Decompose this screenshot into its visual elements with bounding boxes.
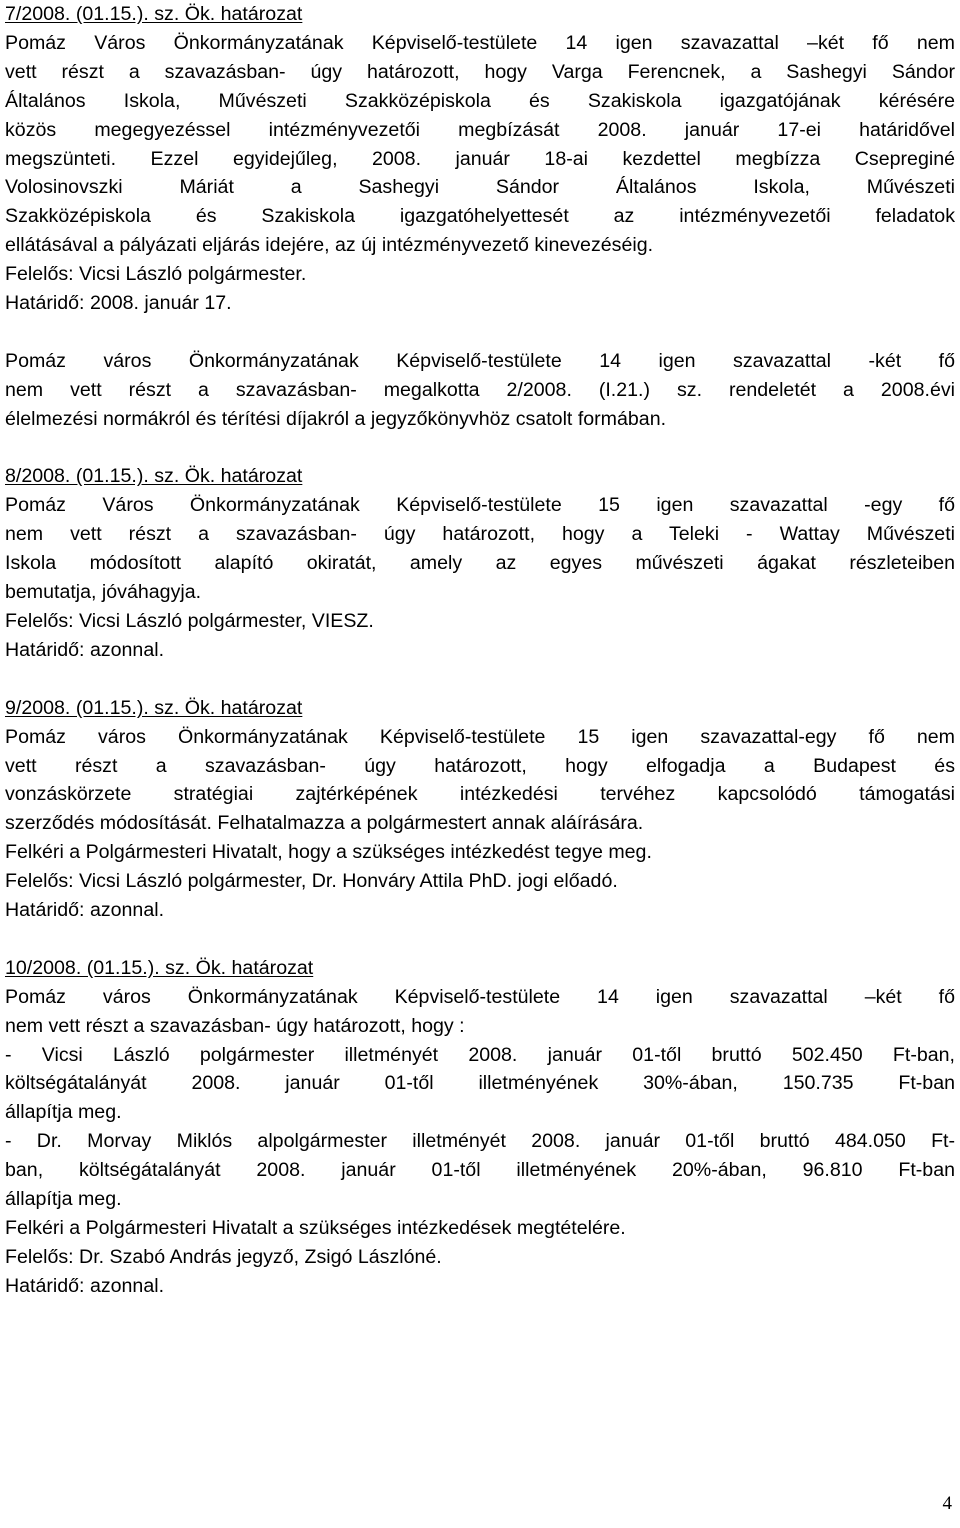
responsible-line: Felelős: Vicsi László polgármester, VIESZ. (5, 610, 374, 632)
paragraph-line: Szakközépiskola és Szakiskola igazgatóhelyettesét az intézményvezetői feladatok (5, 205, 955, 228)
paragraph-line: ban, költségátalányát 2008. január 01-től illetményének 20%-ában, 96.810 Ft-ban (5, 1159, 955, 1182)
paragraph-line: Pomáz Város Önkormányzatának Képviselő-testülete 14 igen szavazattal –két fő nem (5, 31, 955, 54)
paragraph-line: Iskola módosított alapító okiratát, amely az egyes művészeti ágakat részleteiben (5, 552, 955, 575)
resolution-heading: 9/2008. (01.15.). sz. Ök. határozat (5, 696, 303, 719)
resolution-7 (5, 0, 955, 318)
paragraph-line: megszünteti. Ezzel egyidejűleg, 2008. január 18-ai kezdettel megbízza Csepreginé (5, 147, 955, 170)
paragraph-line: költségátalányát 2008. január 01-től illetményének 30%-ában, 150.735 Ft-ban (5, 1072, 955, 1095)
ordinance-paragraph (5, 347, 955, 434)
paragraph-line: bemutatja, jóváhagyja. (5, 581, 202, 604)
paragraph-line: állapítja meg. (5, 1101, 122, 1124)
resolution-heading: 10/2008. (01.15.). sz. Ök. határozat (5, 956, 314, 979)
paragraph-line: élelmezési normákról és térítési díjakról a jegyzőkönyvhöz csatolt formában. (5, 407, 667, 430)
paragraph-line: szerződés módosítását. Felhatalmazza a polgármestert annak aláírására. (5, 812, 644, 835)
responsible-line: Felelős: Dr. Szabó András jegyző, Zsigó Lászlóné. (5, 1245, 442, 1268)
deadline-line: Határidő: azonnal. (5, 1274, 165, 1297)
resolution-heading: 7/2008. (01.15.). sz. Ök. határozat (5, 3, 303, 25)
page-number: 4 (942, 1493, 952, 1514)
paragraph-line: vett részt a szavazásban- úgy határozott, hogy elfogadja a Budapest és (5, 754, 955, 777)
paragraph-line: Felkéri a Polgármesteri Hivatalt a szükséges intézkedések megtételére. (5, 1217, 626, 1239)
paragraph-line: Pomáz város Önkormányzatának Képviselő-testülete 15 igen szavazattal-egy fő nem (5, 725, 955, 748)
paragraph-line: nem vett részt a szavazásban- úgy határozott, hogy : (5, 1014, 465, 1037)
paragraph-line: ellátásával a pályázati eljárás idejére, az új intézményvezető kinevezéséig. (5, 234, 654, 257)
paragraph-line: - Vicsi László polgármester illetményét 2008. január 01-től bruttó 502.450 Ft-ban, (5, 1043, 955, 1066)
responsible-line: Felelős: Vicsi László polgármester, Dr. Honváry Attila PhD. jogi előadó. (5, 870, 618, 893)
paragraph-line: állapítja meg. (5, 1188, 122, 1211)
paragraph-line: Pomáz város Önkormányzatának Képviselő-testülete 14 igen szavazattal –két fő (5, 985, 955, 1008)
paragraph-line: nem vett részt a szavazásban- úgy határozott, hogy a Teleki - Wattay Művészeti (5, 523, 955, 546)
paragraph-line: közös megegyezéssel intézményvezetői megbízását 2008. január 17-ei határidővel (5, 118, 955, 141)
spacer (5, 925, 955, 954)
paragraph-line: Pomáz Város Önkormányzatának Képviselő-testülete 15 igen szavazattal -egy fő (5, 494, 955, 517)
responsible-line: Felelős: Vicsi László polgármester. (5, 263, 307, 286)
paragraph-line: Általános Iskola, Művészeti Szakközépiskola és Szakiskola igazgatójának kérésére (5, 89, 955, 112)
deadline-line: Határidő: azonnal. (5, 638, 165, 661)
deadline-line: Határidő: azonnal. (5, 899, 165, 922)
spacer (5, 665, 955, 694)
resolution-heading: 8/2008. (01.15.). sz. Ök. határozat (5, 465, 303, 488)
request-line: Felkéri a Polgármesteri Hivatalt, hogy a szükséges intézkedést tegye meg. (5, 841, 652, 864)
paragraph-line: Volosinovszki Máriát a Sashegyi Sándor Általános Iskola, Művészeti (5, 176, 955, 199)
resolution-10 (5, 954, 955, 1301)
resolution-9 (5, 694, 955, 925)
paragraph-line: vonzáskörzete stratégiai zajtérképének intézkedési tervéhez kapcsolódó támogatási (5, 783, 955, 806)
paragraph-line: vett részt a szavazásban- úgy határozott, hogy Varga Ferencnek, a Sashegyi Sándor (5, 60, 955, 83)
deadline-line: Határidő: 2008. január 17. (5, 292, 232, 315)
spacer (5, 318, 955, 347)
document-page (5, 0, 955, 1301)
paragraph-line: - Dr. Morvay Miklós alpolgármester illetményét 2008. január 01-től bruttó 484.050 Ft- (5, 1130, 955, 1153)
resolution-8 (5, 462, 955, 664)
paragraph-line: Pomáz város Önkormányzatának Képviselő-testülete 14 igen szavazattal -két fő (5, 349, 955, 372)
paragraph-line: nem vett részt a szavazásban- megalkotta 2/2008. (I.21.) sz. rendeletét a 2008.évi (5, 378, 955, 401)
spacer (5, 434, 955, 463)
